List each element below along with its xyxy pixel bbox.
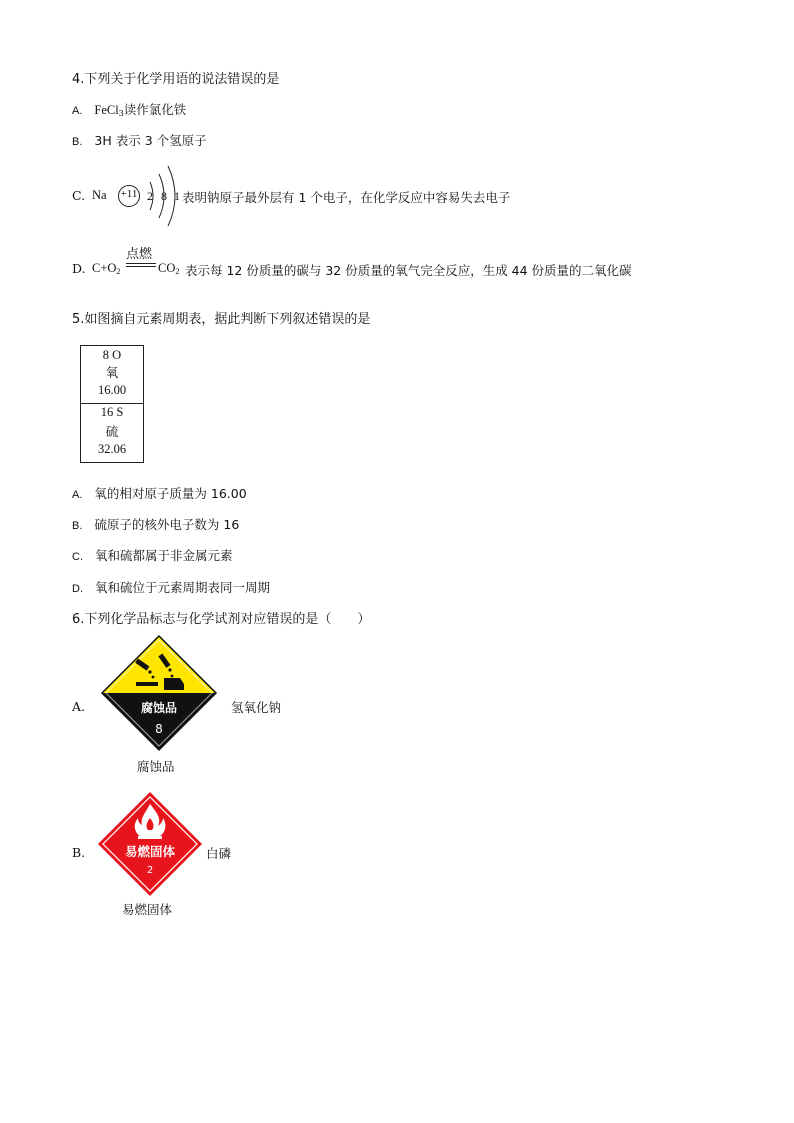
q5-option-d-text: 氧和硫位于元素周期表同一周期: [94, 580, 270, 595]
q5-option-b: [72, 515, 239, 533]
reaction-bar-top: [126, 263, 156, 264]
q4-option-a: [72, 100, 186, 118]
q4-option-b: [72, 131, 207, 149]
q5-option-a-text: 氧的相对原子质量为 16.00: [94, 486, 247, 501]
q6-option-b-prefix: B.: [72, 845, 86, 860]
q4-product-sub: 2: [175, 267, 180, 276]
q5-option-d-prefix: D.: [72, 583, 83, 595]
q4-option-b-prefix: B.: [72, 136, 83, 148]
q5-option-c-prefix: C.: [72, 551, 83, 563]
reaction-condition: 点燃: [126, 247, 153, 262]
q4-option-d-prefix: D.: [72, 261, 86, 276]
corrosive-sign-number: 8: [155, 722, 163, 736]
sodium-nucleus-charge: +11: [120, 188, 138, 200]
q6-stem: 6.下列化学品标志与化学试剂对应错误的是（ ）: [72, 612, 371, 627]
q4-reactants-text: C+O: [92, 261, 117, 275]
periodic-table-excerpt: [80, 345, 144, 463]
q4-option-a-formula-sub: 3: [118, 109, 124, 118]
q5-stem: 5.如图摘自元素周期表，据此判断下列叙述错误的是: [72, 312, 371, 327]
q5-option-d: [72, 578, 270, 596]
q6-option-b-caption: 易燃固体: [122, 902, 173, 917]
oxygen-mass: 16.00: [97, 383, 127, 397]
q4-reactants-sub: 2: [116, 267, 121, 276]
q4-option-a-text: 读作氯化铁: [123, 102, 187, 117]
oxygen-number-symbol: 8 O: [102, 348, 122, 362]
q4-stem: 4.下列关于化学用语的说法错误的是: [72, 72, 280, 87]
q5-option-a-prefix: A.: [72, 489, 83, 501]
q4-option-c-symbol: Na: [92, 188, 107, 202]
q5-option-c: [72, 546, 233, 564]
corrosive-sign-label: 腐蚀品: [140, 701, 177, 715]
q4-option-a-formula: FeCl: [94, 103, 119, 117]
flammable-sign-label: 易燃固体: [124, 844, 175, 859]
q6-option-a-caption: 腐蚀品: [137, 759, 175, 774]
q4-option-a-prefix: A.: [72, 105, 83, 117]
q4-option-d-product: [158, 261, 179, 276]
sulfur-name: 硫: [105, 424, 119, 439]
q4-option-c-text: 表明钠原子最外层有 1 个电子，在化学反应中容易失去电子: [182, 190, 511, 205]
sodium-shell-2: 8: [161, 189, 167, 203]
q4-option-d-text: 表示每 12 份质量的碳与 32 份质量的氧气完全反应，生成 44 份质量的二氧化碳: [185, 263, 632, 278]
q5-option-b-prefix: B.: [72, 520, 83, 532]
reaction-bar-bottom: [126, 266, 156, 267]
q5-option-c-text: 氧和硫都属于非金属元素: [94, 548, 233, 563]
q6-option-a-prefix: A.: [72, 699, 86, 714]
q4-option-b-text: 3H 表示 3 个氢原子: [94, 133, 207, 148]
q4-option-d-reactants: [92, 261, 120, 276]
q6-option-a-reagent: 氢氧化钠: [231, 700, 282, 715]
oxygen-name: 氧: [105, 365, 119, 380]
sulfur-number-symbol: 16 S: [100, 405, 124, 419]
sodium-shell-3: 1: [174, 189, 180, 203]
sodium-shell-1: 2: [147, 189, 153, 203]
q4-option-c-prefix: C.: [72, 188, 86, 203]
q4-product-text: CO: [158, 261, 176, 275]
q5-option-a: [72, 484, 247, 502]
q5-option-b-text: 硫原子的核外电子数为 16: [94, 517, 240, 532]
q6-option-b-reagent: 白磷: [206, 846, 232, 861]
sulfur-mass: 32.06: [97, 442, 127, 456]
flammable-sign-number: 2: [146, 865, 154, 876]
